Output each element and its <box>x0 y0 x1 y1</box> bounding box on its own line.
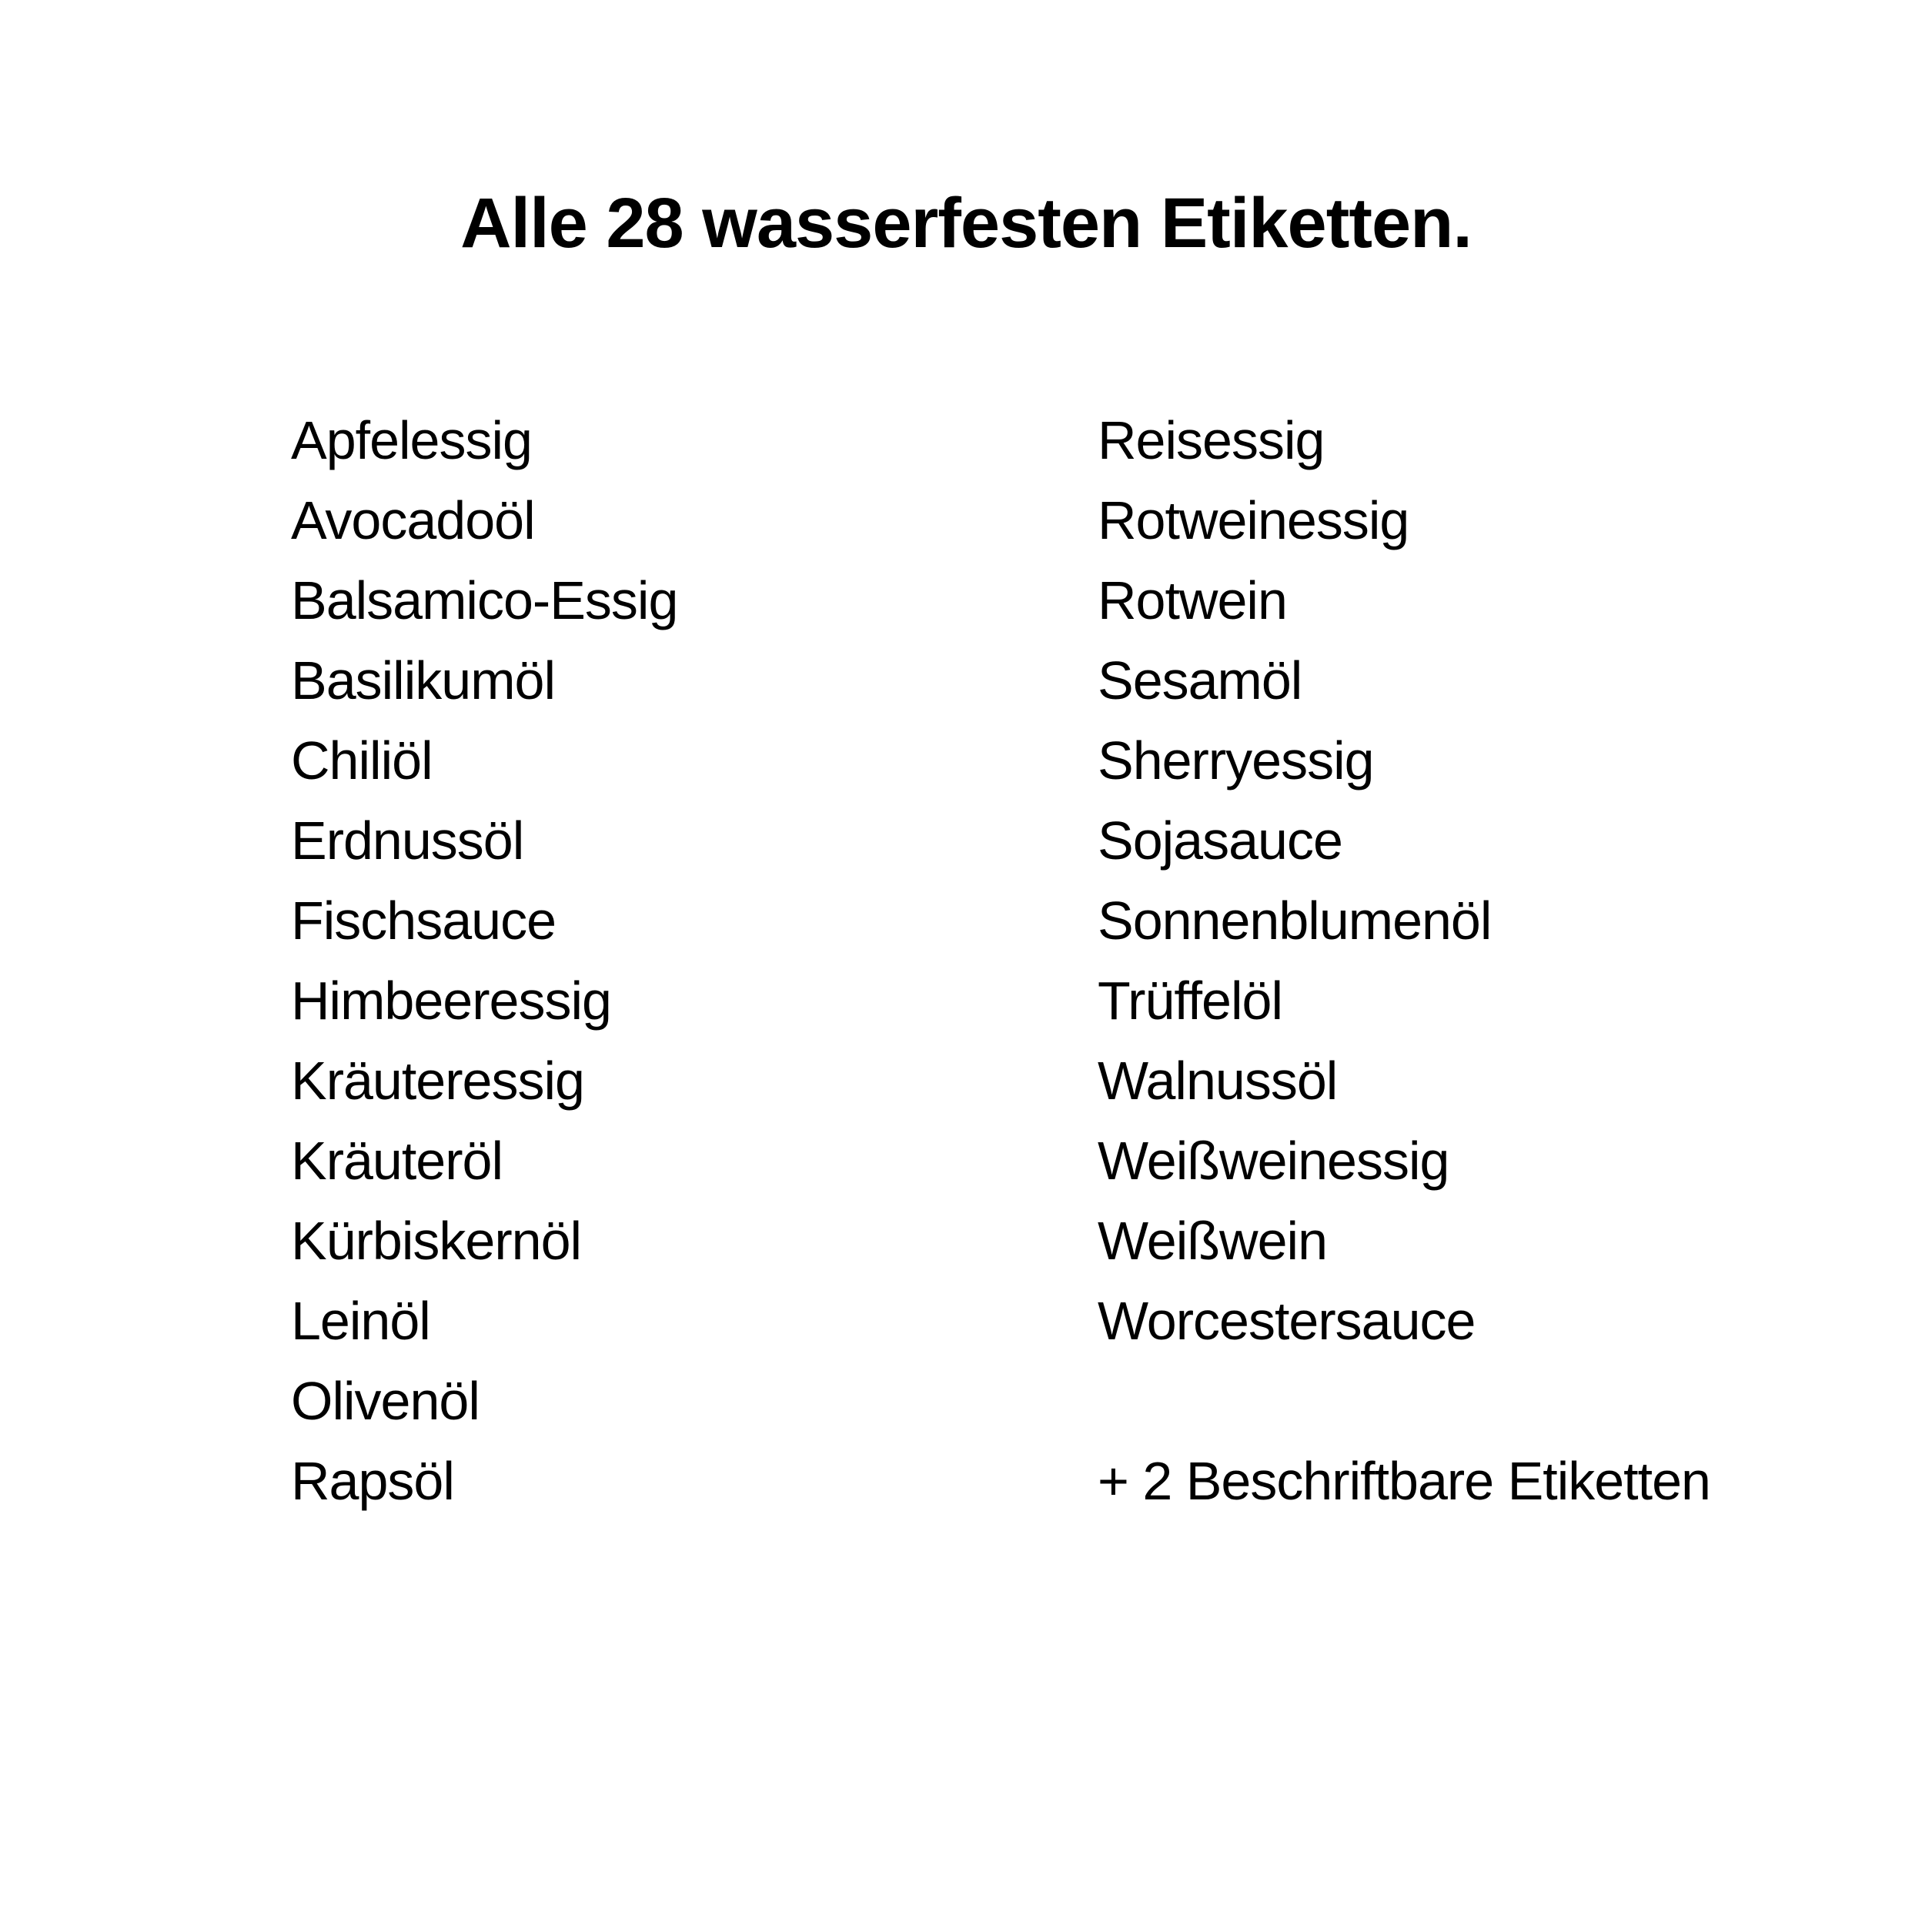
list-item: Worcestersauce <box>1098 1291 1476 1351</box>
label-list-left <box>291 400 677 1521</box>
list-item: Trüffelöl <box>1098 971 1282 1031</box>
list-item: Fischsauce <box>291 891 557 951</box>
list-item: Rotweinessig <box>1098 490 1409 550</box>
list-item: Rotwein <box>1098 570 1287 630</box>
label-list-right <box>1098 400 1491 1361</box>
list-item: Erdnussöl <box>291 811 524 871</box>
page-title: Alle 28 wasserfesten Etiketten. <box>460 184 1472 262</box>
list-item: Sojasauce <box>1098 811 1342 871</box>
list-item: Avocadoöl <box>291 490 535 550</box>
list-item: Himbeeressig <box>291 971 611 1031</box>
list-item: Weißweinessig <box>1098 1131 1449 1191</box>
list-item: Chiliöl <box>291 730 433 791</box>
list-item: Rapsöl <box>291 1451 454 1511</box>
list-item: Reisessig <box>1098 410 1325 470</box>
list-item: Kürbiskernöl <box>291 1211 582 1271</box>
list-item: Sesamöl <box>1098 650 1302 710</box>
list-item: Sherryessig <box>1098 730 1374 791</box>
list-item: Weißwein <box>1098 1211 1328 1271</box>
list-item: Walnussöl <box>1098 1051 1338 1111</box>
list-item: Kräuteressig <box>291 1051 584 1111</box>
list-item: Olivenöl <box>291 1371 480 1431</box>
list-item: Sonnenblumenöl <box>1098 891 1492 951</box>
list-item: Kräuteröl <box>291 1131 503 1191</box>
list-item: Apfelessig <box>291 410 532 470</box>
list-item: Leinöl <box>291 1291 430 1351</box>
list-item: Basilikumöl <box>291 650 555 710</box>
extra-labels-note: + 2 Beschriftbare Etiketten <box>1098 1451 1710 1511</box>
list-item: Balsamico-Essig <box>291 570 678 630</box>
